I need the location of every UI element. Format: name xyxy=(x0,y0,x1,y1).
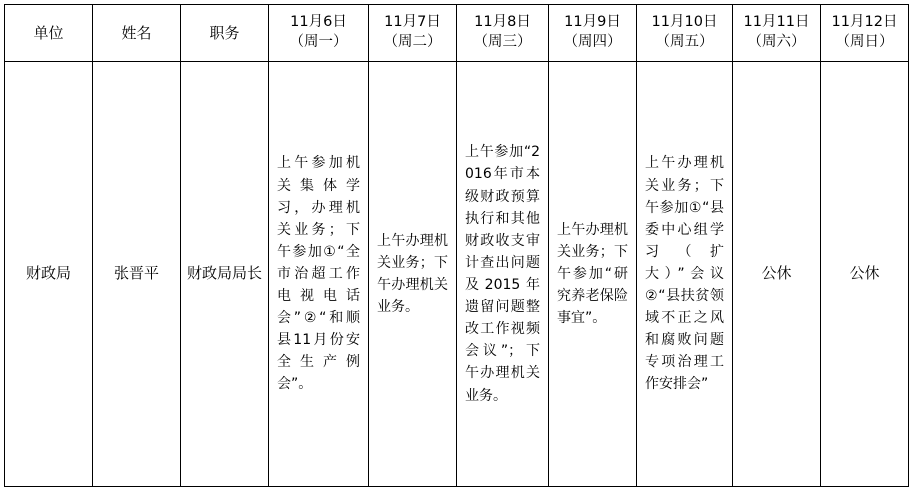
date-label: 11月7日 xyxy=(384,14,441,31)
schedule-text: 上午办理机关业务；下午参加①“县委中心组学习（扩大）”会议②“县扶贫领域不正之风和腐败问题专项治理工作安排会” xyxy=(645,155,724,393)
schedule-text: 上午参加“2016年市本级财政预算执行和其他财政收支审计查出问题及2015年遗留问题整改工作视频会议”；下午办理机关业务。 xyxy=(465,144,540,404)
cell-unit: 财政局 xyxy=(5,62,93,487)
column-header-date-nov9 xyxy=(549,5,637,62)
weekday-label: （周一） xyxy=(289,34,348,50)
date-label: 11月9日 xyxy=(564,14,621,31)
column-header-name: 姓名 xyxy=(93,5,181,62)
cell-content-wrap xyxy=(637,62,732,486)
cell-schedule-nov11: 公休 xyxy=(733,62,821,487)
cell-schedule-nov7 xyxy=(369,62,457,487)
date-label: 11月8日 xyxy=(474,14,531,31)
date-label: 11月6日 xyxy=(290,14,347,31)
weekday-label: （周三） xyxy=(473,34,532,50)
schedule-sheet xyxy=(0,4,912,492)
cell-content-wrap xyxy=(549,62,636,486)
cell-schedule-nov12: 公休 xyxy=(821,62,909,487)
cell-content-wrap xyxy=(269,62,368,486)
column-header-unit: 单位 xyxy=(5,5,93,62)
column-header-post: 职务 xyxy=(181,5,269,62)
column-header-date-nov7 xyxy=(369,5,457,62)
date-label: 11月12日 xyxy=(831,14,898,31)
weekday-label: （周五） xyxy=(655,34,714,50)
column-header-date-nov6 xyxy=(269,5,369,62)
table-row xyxy=(5,62,909,487)
weekday-label: （周日） xyxy=(835,34,894,50)
cell-schedule-nov10 xyxy=(637,62,733,487)
column-header-date-nov8 xyxy=(457,5,549,62)
cell-post: 财政局局长 xyxy=(181,62,269,487)
cell-content-wrap xyxy=(369,62,456,486)
schedule-text: 上午办理机关业务；下午办理机关业务。 xyxy=(377,232,448,316)
cell-content-wrap xyxy=(457,62,548,486)
schedule-text: 上午参加机关集体学习，办理机关业务；下午参加①“全市治超工作电视电话会”②“和顺县11月份安全生产例会”。 xyxy=(277,155,360,393)
column-header-date-nov10 xyxy=(637,5,733,62)
date-label: 11月11日 xyxy=(743,14,810,31)
weekday-label: （周六） xyxy=(747,34,806,50)
weekday-label: （周四） xyxy=(563,34,622,50)
table-body xyxy=(5,62,909,487)
column-header-date-nov12 xyxy=(821,5,909,62)
table-header xyxy=(5,5,909,62)
cell-schedule-nov9 xyxy=(549,62,637,487)
cell-schedule-nov8 xyxy=(457,62,549,487)
weekday-label: （周二） xyxy=(383,34,442,50)
schedule-text: 上午办理机关业务；下午参加“研究养老保险事宜”。 xyxy=(557,221,628,327)
date-label: 11月10日 xyxy=(651,14,718,31)
column-header-date-nov11 xyxy=(733,5,821,62)
weekly-schedule-table xyxy=(4,4,909,487)
cell-schedule-nov6 xyxy=(269,62,369,487)
header-row xyxy=(5,5,909,62)
cell-name: 张晋平 xyxy=(93,62,181,487)
